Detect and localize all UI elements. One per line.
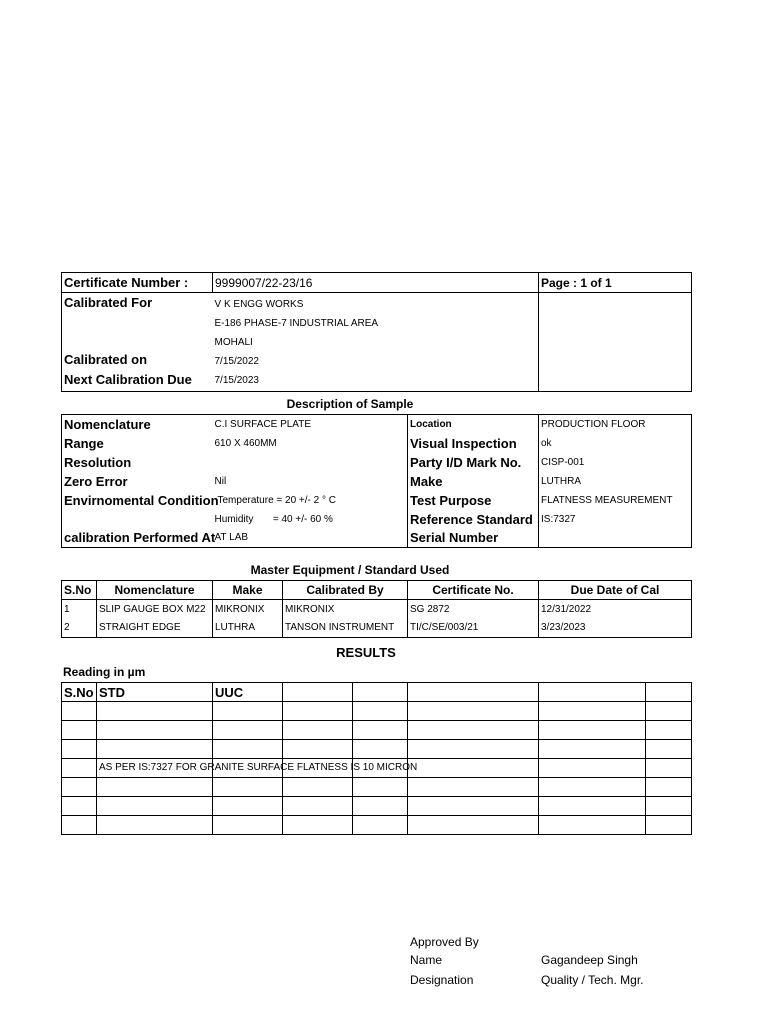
designation: Quality / Tech. Mgr. — [541, 973, 644, 987]
table-cell — [646, 740, 692, 759]
table-cell — [646, 721, 692, 740]
cert-number: 9999007/22-23/16 — [213, 273, 539, 293]
customer-line: E-186 PHASE-7 INDUSTRIAL AREA — [214, 318, 379, 329]
resolution — [213, 453, 408, 472]
table-cell — [62, 778, 97, 797]
table-cell — [646, 759, 692, 778]
table-cell: MIKRONIX — [283, 600, 408, 619]
master-header: Certificate No. — [408, 581, 539, 600]
table-cell — [213, 740, 283, 759]
results-header: UUC — [213, 683, 283, 702]
table-cell — [62, 759, 97, 778]
table-cell — [408, 759, 539, 778]
reading-label: Reading in µm — [63, 665, 146, 679]
serial — [539, 529, 692, 548]
customer-line: MOHALI — [214, 337, 253, 348]
table-cell: STRAIGHT EDGE — [97, 619, 213, 638]
table-cell — [646, 816, 692, 835]
calibrated-on-label: Calibrated on — [64, 352, 148, 367]
table-cell — [353, 740, 408, 759]
next-due: 7/15/2023 — [214, 375, 259, 386]
table-cell — [353, 797, 408, 816]
location-label: Location — [410, 418, 452, 430]
make-label: Make — [410, 473, 443, 489]
table-cell — [283, 721, 353, 740]
table-cell — [213, 778, 283, 797]
calibrated-on: 7/15/2022 — [214, 356, 259, 367]
customer-labels-cell — [62, 293, 213, 392]
results-title: RESULTS — [336, 645, 396, 660]
master-title: Master Equipment / Standard Used — [250, 563, 450, 577]
table-cell — [97, 816, 213, 835]
table-cell — [97, 778, 213, 797]
zero-error-label: Zero Error — [64, 473, 128, 489]
approver-name: Gagandeep Singh — [541, 953, 638, 967]
party: CISP-001 — [539, 453, 692, 472]
results-header: STD — [97, 683, 213, 702]
table-cell — [283, 816, 353, 835]
table-cell — [97, 797, 213, 816]
table-cell: 12/31/2022 — [539, 600, 692, 619]
zero-error: Nil — [213, 472, 408, 491]
table-cell — [283, 740, 353, 759]
customer-values-cell — [213, 293, 539, 392]
calibrated-for-label: Calibrated For — [64, 295, 153, 310]
sample-title: Description of Sample — [286, 397, 414, 411]
name-label: Name — [410, 953, 443, 967]
next-due-label: Next Calibration Due — [64, 372, 192, 387]
table-cell — [213, 702, 283, 721]
table-cell — [97, 721, 213, 740]
visual-label: Visual Inspection — [410, 435, 517, 451]
table-cell — [539, 816, 646, 835]
table-cell — [646, 797, 692, 816]
results-header: S.No — [62, 683, 97, 702]
temperature: Temperature = 20 +/- 2 ° C — [213, 491, 408, 510]
table-cell — [283, 778, 353, 797]
table-cell — [408, 683, 539, 702]
table-cell — [97, 740, 213, 759]
nomenclature-label: Nomenclature — [64, 416, 151, 432]
table-cell — [539, 778, 646, 797]
table-cell — [283, 702, 353, 721]
table-cell — [283, 683, 353, 702]
serial-label: Serial Number — [410, 530, 499, 546]
table-cell — [62, 721, 97, 740]
designation-label: Designation — [410, 973, 474, 987]
table-cell — [97, 702, 213, 721]
table-cell — [353, 816, 408, 835]
table-cell — [646, 778, 692, 797]
table-cell — [62, 816, 97, 835]
cert-number-label: Certificate Number : — [62, 273, 213, 293]
table-cell — [62, 740, 97, 759]
table-cell — [646, 702, 692, 721]
table-cell: LUTHRA — [213, 619, 283, 638]
standard-label: Reference Standard — [410, 511, 533, 527]
table-cell — [353, 702, 408, 721]
results-note-cell — [97, 759, 418, 778]
party-label: Party I/D Mark No. — [410, 454, 522, 470]
performed: AT LAB — [213, 529, 408, 548]
results-note: AS PER IS:7327 FOR GRANITE SURFACE FLATNESS IS 10 MICRON — [99, 762, 418, 773]
purpose: FLATNESS MEASUREMENT — [539, 491, 692, 510]
table-cell — [539, 702, 646, 721]
table-cell — [539, 683, 646, 702]
make: LUTHRA — [539, 472, 692, 491]
master-header: Calibrated By — [283, 581, 408, 600]
table-cell: 3/23/2023 — [539, 619, 692, 638]
visual: ok — [539, 434, 692, 453]
range: 610 X 460MM — [213, 434, 408, 453]
table-cell: TANSON INSTRUMENT — [283, 619, 408, 638]
table-cell — [539, 759, 646, 778]
range-label: Range — [64, 435, 104, 451]
table-cell — [408, 702, 539, 721]
page-indicator: Page : 1 of 1 — [539, 273, 692, 293]
table-cell — [213, 816, 283, 835]
certificate-header-table — [61, 272, 692, 392]
approved-label: Approved By — [410, 935, 479, 949]
purpose-label: Test Purpose — [410, 492, 492, 508]
table-cell: SG 2872 — [408, 600, 539, 619]
table-cell — [213, 797, 283, 816]
table-cell — [408, 778, 539, 797]
master-header: S.No — [62, 581, 97, 600]
results-table — [61, 682, 692, 835]
table-cell — [353, 721, 408, 740]
master-table — [61, 580, 692, 638]
humidity: Humidity = 40 +/- 60 % — [213, 510, 408, 529]
blank-cell — [62, 510, 213, 529]
table-cell — [353, 778, 408, 797]
table-cell: TI/C/SE/003/21 — [408, 619, 539, 638]
table-cell — [62, 702, 97, 721]
master-header: Nomenclature — [97, 581, 213, 600]
table-cell — [646, 683, 692, 702]
table-cell — [539, 797, 646, 816]
blank-cell — [539, 293, 692, 392]
table-cell — [539, 721, 646, 740]
table-cell: MIKRONIX — [213, 600, 283, 619]
table-cell — [283, 797, 353, 816]
table-cell — [408, 816, 539, 835]
location: PRODUCTION FLOOR — [539, 415, 692, 434]
resolution-label: Resolution — [64, 454, 132, 470]
master-header: Due Date of Cal — [539, 581, 692, 600]
standard: IS:7327 — [539, 510, 692, 529]
env-label: Envirnomental Condition — [64, 492, 219, 508]
table-cell — [408, 740, 539, 759]
nomenclature: C.I SURFACE PLATE — [213, 415, 408, 434]
table-cell: 1 — [62, 600, 97, 619]
table-cell — [408, 797, 539, 816]
table-cell — [539, 740, 646, 759]
performed-label: calibration Performed At — [64, 530, 216, 546]
table-cell — [353, 683, 408, 702]
table-cell: SLIP GAUGE BOX M22 — [97, 600, 213, 619]
table-cell — [408, 721, 539, 740]
table-cell — [62, 797, 97, 816]
table-cell — [213, 721, 283, 740]
master-header: Make — [213, 581, 283, 600]
table-cell: 2 — [62, 619, 97, 638]
customer-line: V K ENGG WORKS — [214, 299, 304, 310]
sample-table — [61, 414, 692, 548]
